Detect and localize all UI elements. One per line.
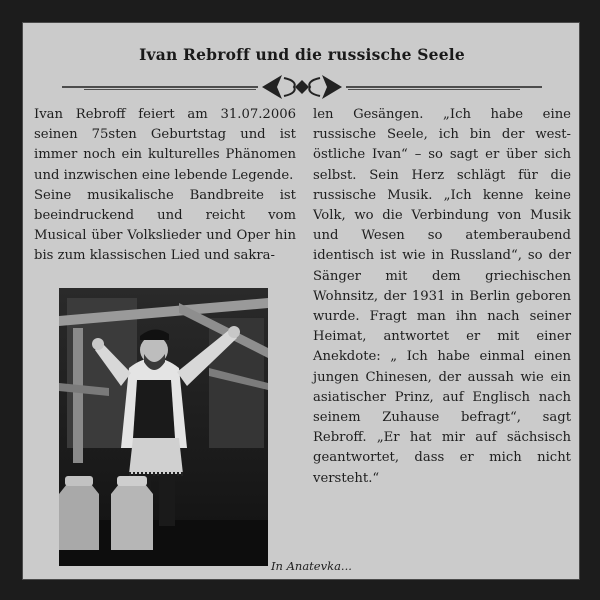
paragraph-1: Ivan Rebroff feiert am 31.07.2006 seinen 75sten Geburtstag und ist immer noch ein kulturelles Phänomen und inzwischen eine lebende Legende.	[34, 107, 296, 183]
paragraph-3: len Gesängen. „Ich habe eine russische Seele, ich bin der west-östliche Ivan“ – so sagt er über sich selbst. Sein Herz schlägt für die russische Musik. „Ich kenne keine Volk, wo die Verbindung von Musik und Wesen so atemberaubend identisch ist wie in Russland“, so der Sänger mit dem griechischen Wohnsitz, der 1931 in Berlin geboren wurde. Fragt man ihn nach seiner Heimat, antwortet er mit einer Anekdote: „ Ich habe einmal einen jungen Chinesen, der aussah wie ein asiatischer Prinz, auf Englisch nach seinem Zuhause befragt“, sagt Rebroff. „Er hat mir auf sächsisch geantwortet, dass er mich nicht versteht.“	[313, 107, 571, 486]
paragraph-2: Seine musikalische Bandbreite ist beeindruckend und reicht vom Musical über Volkslieder und Oper hin bis zum klassischen Lied und sakra-	[34, 187, 296, 264]
stage-photo	[59, 288, 268, 566]
article-left-column	[34, 105, 296, 267]
article-right-column	[313, 105, 571, 489]
photo-caption: In Anatevka...	[271, 559, 352, 573]
article-page	[22, 22, 580, 580]
article-title: Ivan Rebroff und die russische Seele	[139, 45, 465, 64]
ornament-divider-icon	[58, 70, 546, 104]
